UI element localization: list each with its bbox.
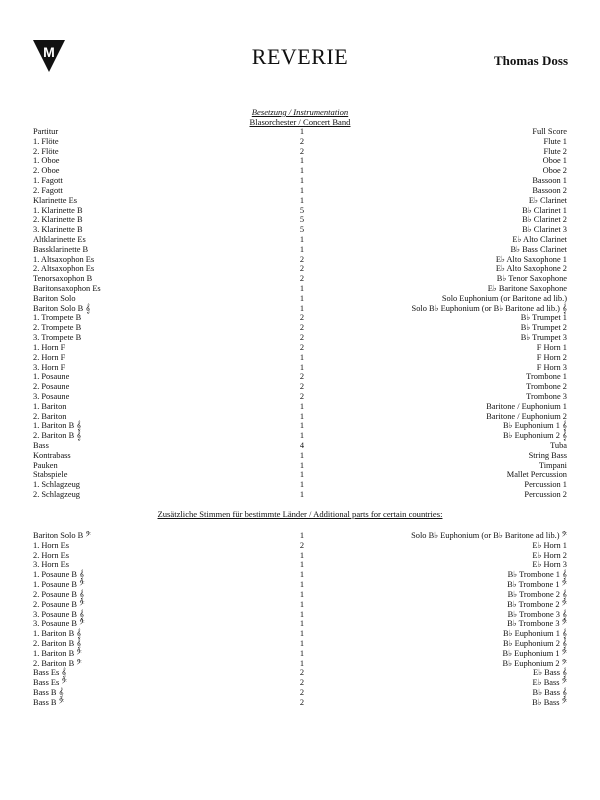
part-name-en: Trombone 3 (526, 391, 567, 401)
part-count: 2 (299, 254, 305, 264)
part-name-de: 1. Klarinette B (33, 205, 83, 215)
part-count: 1 (299, 303, 305, 313)
part-name-en: Timpani (538, 460, 567, 470)
part-count: 1 (299, 570, 305, 580)
table-row (33, 284, 567, 294)
part-count: 2 (299, 274, 305, 284)
part-name-de: 2. Bariton B 𝄢 (33, 658, 82, 668)
part-name-de: 2. Fagott (33, 185, 63, 195)
part-name-de: 3. Trompete B (33, 333, 82, 343)
part-name-en: B♭ Trombone 3 𝄢 (507, 619, 567, 629)
part-count: 1 (299, 629, 305, 639)
part-count: 1 (299, 411, 305, 421)
part-name-de: 2. Posaune B 𝄞 (33, 589, 85, 599)
part-name-en: B♭ Trumpet 1 (520, 313, 567, 323)
part-name-de: 2. Bariton (33, 411, 67, 421)
part-name-en: E♭ Bass 𝄢 (532, 678, 567, 688)
part-name-en: B♭ Euphonium 1 𝄞 (502, 629, 567, 639)
table-row (33, 372, 567, 382)
table-row (33, 590, 567, 600)
part-name-en: Baritone / Euphonium 1 (486, 401, 567, 411)
table-row (33, 382, 567, 392)
table-row (33, 264, 567, 274)
table-row (33, 610, 567, 620)
part-name-de: 1. Bariton B 𝄞 (33, 629, 82, 639)
table-row (33, 619, 567, 629)
part-count: 2 (299, 391, 305, 401)
part-name-de: Tenorsaxophon B (33, 274, 93, 284)
part-count: 1 (299, 658, 305, 668)
part-count: 1 (299, 127, 305, 136)
part-name-en: B♭ Trombone 2 𝄞 (507, 589, 567, 599)
table-row (33, 245, 567, 255)
part-name-en: Percussion 1 (524, 480, 567, 490)
part-count: 1 (299, 195, 305, 205)
part-name-de: 2. Posaune (33, 382, 70, 392)
part-name-en: B♭ Tenor Saxophone (496, 274, 567, 284)
part-name-en: B♭ Euphonium 2 𝄞 (502, 638, 567, 648)
section1-heading (0, 108, 600, 127)
part-name-de: 1. Trompete B (33, 313, 82, 323)
table-row (33, 629, 567, 639)
part-name-de: Bariton Solo B 𝄞 (33, 303, 91, 313)
part-name-en: String Bass (528, 450, 567, 460)
part-count: 1 (299, 460, 305, 470)
part-name-de: 3. Posaune B 𝄢 (33, 619, 85, 629)
part-name-en: Full Score (532, 127, 567, 136)
table-row (33, 363, 567, 373)
table-row (33, 235, 567, 245)
part-count: 1 (299, 284, 305, 293)
instrumentation-table (33, 127, 567, 500)
table-row (33, 490, 567, 500)
table-row (33, 551, 567, 561)
part-name-de: 2. Trompete B (33, 323, 82, 333)
part-name-de: 1. Horn Es (33, 540, 70, 550)
part-name-en: E♭ Alto Saxophone 1 (495, 254, 567, 264)
part-name-de: 1. Schlagzeug (33, 480, 80, 490)
table-row (33, 313, 567, 323)
table-row (33, 166, 567, 176)
table-row (33, 541, 567, 551)
part-count: 1 (299, 156, 305, 166)
part-count: 1 (299, 490, 305, 500)
table-row (33, 186, 567, 196)
part-name-en: E♭ Alto Clarinet (512, 234, 567, 244)
part-count: 1 (299, 470, 305, 480)
part-name-en: Baritone / Euphonium 2 (486, 411, 567, 421)
part-count: 4 (299, 441, 305, 450)
part-name-de: 2. Bariton B 𝄞 (33, 638, 82, 648)
part-count: 2 (299, 264, 305, 274)
part-name-en: B♭ Trombone 1 𝄢 (507, 580, 567, 590)
part-name-de: 3. Posaune (33, 391, 70, 401)
table-row (33, 678, 567, 688)
part-count: 1 (299, 609, 305, 619)
table-row (33, 698, 567, 708)
part-name-de: 1. Posaune B 𝄢 (33, 580, 85, 590)
part-count: 2 (299, 146, 305, 156)
table-row (33, 343, 567, 353)
table-row (33, 156, 567, 166)
part-name-de: 3. Klarinette B (33, 225, 83, 235)
table-row (33, 176, 567, 186)
part-name-de: 1. Bariton (33, 401, 67, 411)
table-row (33, 225, 567, 235)
table-row (33, 412, 567, 422)
part-name-de: 3. Horn Es (33, 560, 70, 570)
table-row (33, 461, 567, 471)
part-name-en: B♭ Euphonium 2 𝄢 (502, 658, 567, 668)
table-row (33, 392, 567, 402)
table-row (33, 451, 567, 461)
part-count: 1 (299, 550, 305, 560)
part-name-de: 2. Altsaxophon Es (33, 264, 95, 274)
table-row (33, 215, 567, 225)
part-name-en: B♭ Euphonium 2 𝄞 (502, 431, 567, 441)
part-name-de: 1. Oboe (33, 156, 60, 166)
part-name-en: Percussion 2 (524, 490, 567, 500)
part-name-de: 1. Horn F (33, 342, 66, 352)
table-row (33, 668, 567, 678)
part-name-de: 2. Posaune B 𝄢 (33, 599, 85, 609)
part-name-en: F Horn 3 (536, 362, 567, 372)
part-name-en: B♭ Bass 𝄞 (532, 688, 567, 697)
part-name-en: Tuba (550, 441, 567, 450)
part-count: 2 (299, 382, 305, 392)
part-count: 1 (299, 234, 305, 244)
table-row (33, 333, 567, 343)
table-row (33, 431, 567, 441)
part-count: 1 (299, 352, 305, 362)
part-name-en: Bassoon 1 (532, 176, 567, 186)
part-count: 2 (299, 136, 305, 146)
part-count: 1 (299, 421, 305, 431)
part-name-en: E♭ Baritone Saxophone (487, 284, 567, 293)
part-name-de: Partitur (33, 127, 59, 136)
part-name-en: F Horn 1 (536, 342, 567, 352)
part-name-de: Bass B 𝄞 (33, 688, 64, 697)
part-name-en: Bassoon 2 (532, 185, 567, 195)
part-count: 1 (299, 362, 305, 372)
table-row (33, 441, 567, 451)
table-row (33, 580, 567, 590)
part-count: 1 (299, 560, 305, 570)
part-name-de: Altklarinette Es (33, 234, 86, 244)
part-name-de: 2. Schlagzeug (33, 490, 80, 500)
part-name-de: Stabspiele (33, 470, 68, 480)
table-row (33, 639, 567, 649)
table-row (33, 274, 567, 284)
part-count: 2 (299, 313, 305, 323)
part-name-de: Kontrabass (33, 450, 71, 460)
part-count: 1 (299, 638, 305, 648)
part-count: 1 (299, 166, 305, 176)
part-name-en: B♭ Trombone 1 𝄞 (507, 570, 567, 580)
table-row (33, 353, 567, 363)
part-name-de: 1. Bariton B 𝄞 (33, 421, 82, 431)
part-name-en: Flute 2 (543, 146, 567, 156)
part-name-en: E♭ Horn 3 (532, 560, 567, 570)
part-count: 1 (299, 648, 305, 658)
part-name-en: E♭ Horn 2 (532, 550, 567, 560)
part-count: 5 (299, 225, 305, 235)
part-count: 1 (299, 599, 305, 609)
part-name-de: 3. Horn F (33, 362, 66, 372)
part-count: 2 (299, 342, 305, 352)
svg-text:M: M (43, 44, 55, 60)
table-row (33, 470, 567, 480)
part-name-en: E♭ Bass 𝄞 (532, 668, 567, 678)
table-row (33, 560, 567, 570)
part-count: 1 (299, 580, 305, 590)
part-count: 1 (299, 431, 305, 441)
instrumentation-heading: Besetzung / Instrumentation (251, 107, 349, 117)
table-row (33, 196, 567, 206)
part-name-en: B♭ Clarinet 1 (522, 205, 567, 215)
table-row (33, 649, 567, 659)
table-row (33, 137, 567, 147)
table-row (33, 304, 567, 314)
ensemble-heading: Blasorchester / Concert Band (249, 116, 351, 127)
part-count: 1 (299, 450, 305, 460)
part-count: 2 (299, 697, 305, 707)
part-name-en: Solo B♭ Euphonium (or B♭ Baritone ad lib.) 𝄢 (411, 531, 567, 540)
part-name-en: Oboe 1 (542, 156, 567, 166)
part-name-de: Baritonsaxophon Es (33, 284, 101, 293)
table-row (33, 531, 567, 541)
part-name-en: E♭ Alto Saxophone 2 (495, 264, 567, 274)
part-name-de: 2. Horn Es (33, 550, 70, 560)
part-name-de: Bariton Solo (33, 293, 76, 303)
table-row (33, 480, 567, 490)
part-name-en: Flute 1 (543, 136, 567, 146)
part-name-en: Mallet Percussion (506, 470, 567, 480)
table-row (33, 206, 567, 216)
part-name-de: 2. Oboe (33, 166, 60, 176)
part-count: 2 (299, 323, 305, 333)
part-count: 1 (299, 185, 305, 195)
part-count: 1 (299, 293, 305, 303)
part-count: 2 (299, 678, 305, 688)
table-row (33, 127, 567, 137)
part-name-en: Solo B♭ Euphonium (or B♭ Baritone ad lib.) 𝄞 (411, 303, 567, 313)
part-count: 1 (299, 619, 305, 629)
part-name-de: 2. Horn F (33, 352, 66, 362)
part-count: 2 (299, 333, 305, 343)
part-count: 2 (299, 372, 305, 382)
part-count: 5 (299, 215, 305, 225)
part-name-en: B♭ Euphonium 1 𝄢 (502, 648, 567, 658)
part-name-en: Oboe 2 (542, 166, 567, 176)
table-row (33, 600, 567, 610)
part-name-de: Bariton Solo B 𝄢 (33, 531, 91, 540)
table-row (33, 659, 567, 669)
part-name-de: 2. Bariton B 𝄞 (33, 431, 82, 441)
section2-heading: Zusätzliche Stimmen für bestimmte Länder / Additional parts for certain countries: (157, 509, 443, 519)
part-name-en: B♭ Trumpet 2 (520, 323, 567, 333)
page-title: REVERIE (251, 44, 349, 69)
table-row (33, 294, 567, 304)
part-name-de: Pauken (33, 460, 58, 470)
part-count: 1 (299, 401, 305, 411)
part-name-de: 1. Altsaxophon Es (33, 254, 95, 264)
part-count: 2 (299, 540, 305, 550)
part-name-en: B♭ Bass 𝄢 (532, 697, 567, 707)
part-name-en: Solo Euphonium (or Baritone ad lib.) (441, 293, 567, 303)
part-name-en: F Horn 2 (536, 352, 567, 362)
table-row (33, 255, 567, 265)
composer-name: Thomas Doss (493, 53, 568, 68)
part-name-de: 1. Posaune B 𝄞 (33, 570, 85, 580)
part-name-en: E♭ Clarinet (528, 195, 567, 205)
part-name-en: B♭ Trombone 2 𝄢 (507, 599, 567, 609)
part-count: 1 (299, 589, 305, 599)
additional-parts-table (33, 531, 567, 708)
part-name-de: 1. Bariton B 𝄢 (33, 648, 82, 658)
part-name-de: 3. Posaune B 𝄞 (33, 609, 85, 619)
part-name-en: B♭ Trombone 3 𝄞 (507, 609, 567, 619)
part-name-de: 1. Flöte (33, 136, 59, 146)
part-name-de: 1. Fagott (33, 176, 63, 186)
table-row (33, 147, 567, 157)
part-count: 1 (299, 480, 305, 490)
part-count: 2 (299, 668, 305, 678)
part-count: 1 (299, 176, 305, 186)
part-count: 2 (299, 688, 305, 697)
part-name-de: Bass B 𝄢 (33, 697, 64, 707)
table-row (33, 402, 567, 412)
part-name-de: Bass Es 𝄢 (33, 678, 67, 688)
part-name-de: Klarinette Es (33, 195, 77, 205)
table-row (33, 421, 567, 431)
table-row (33, 323, 567, 333)
part-count: 5 (299, 205, 305, 215)
table-row (33, 688, 567, 698)
part-count: 1 (299, 531, 305, 540)
part-name-en: E♭ Horn 1 (532, 540, 567, 550)
part-name-en: B♭ Clarinet 2 (522, 215, 567, 225)
table-row (33, 570, 567, 580)
part-name-en: B♭ Euphonium 1 𝄞 (502, 421, 567, 431)
part-name-en: B♭ Clarinet 3 (522, 225, 567, 235)
part-name-en: Trombone 2 (526, 382, 567, 392)
part-name-de: Bass (33, 441, 49, 450)
part-count: 1 (299, 244, 305, 254)
part-name-en: B♭ Bass Clarinet (510, 244, 567, 254)
part-name-de: Bass Es 𝄞 (33, 668, 67, 678)
part-name-en: Trombone 1 (526, 372, 567, 382)
part-name-de: 1. Posaune (33, 372, 70, 382)
part-name-de: 2. Klarinette B (33, 215, 83, 225)
part-name-de: Bassklarinette B (33, 244, 89, 254)
part-name-de: 2. Flöte (33, 146, 59, 156)
part-name-en: B♭ Trumpet 3 (520, 333, 567, 343)
